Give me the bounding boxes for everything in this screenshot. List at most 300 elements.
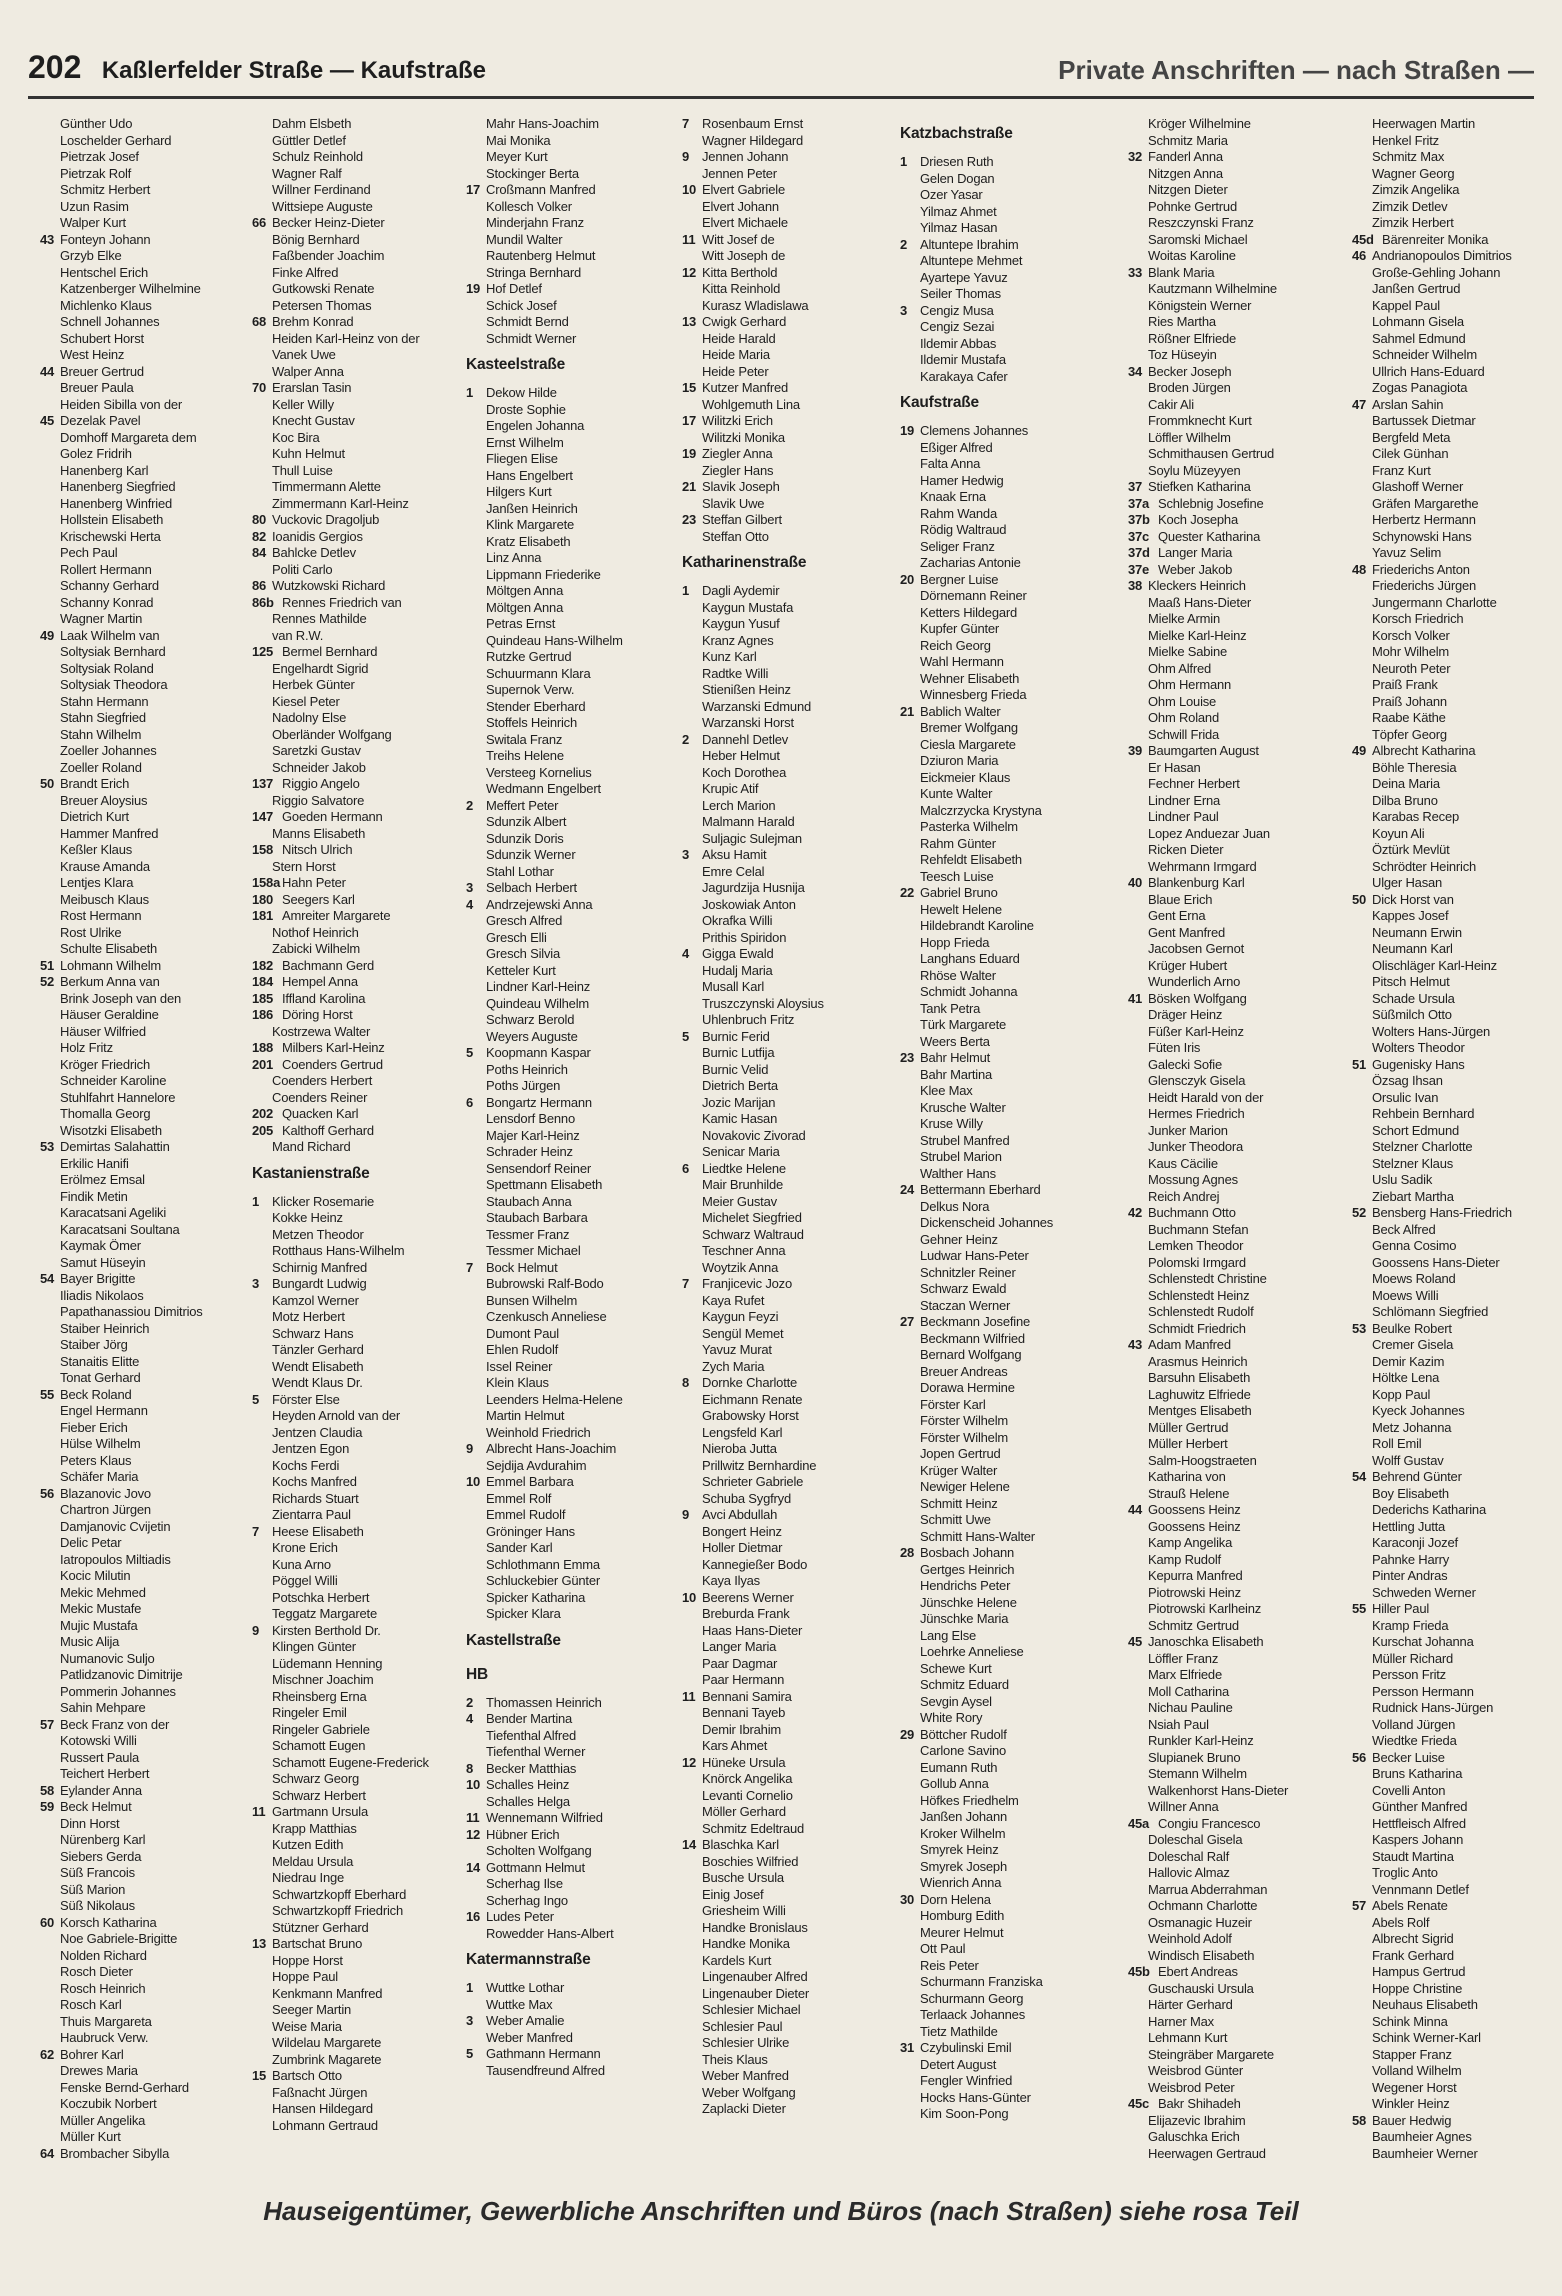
- resident-entry: [900, 1001, 1114, 1018]
- resident-entry: [900, 588, 1114, 605]
- resident-name: Rutzke Gertrud: [486, 649, 572, 664]
- resident-entry: [466, 133, 680, 150]
- resident-name: Gertges Heinrich: [920, 1561, 1015, 1577]
- resident-entry: [1128, 694, 1342, 711]
- resident-entry: [682, 529, 896, 546]
- resident-entry: [900, 1149, 1114, 1166]
- resident-name: Galuschka Erich: [1148, 2129, 1240, 2144]
- resident-entry: [900, 1463, 1114, 1480]
- house-number: 1: [466, 1980, 474, 1995]
- resident-name: Czenkusch Anneliese: [486, 1309, 607, 1324]
- house-number: 37e: [1128, 561, 1150, 577]
- resident-name: Bettermann Eberhard: [920, 1182, 1041, 1197]
- resident-entry: [1352, 1040, 1562, 1057]
- resident-entry: [1352, 1420, 1562, 1437]
- resident-entry: [40, 1337, 254, 1354]
- resident-name: Warzanski Horst: [702, 715, 794, 730]
- resident-entry: [1128, 958, 1342, 975]
- resident-entry: [252, 166, 466, 183]
- resident-name: Hamer Hedwig: [920, 472, 1004, 488]
- resident-entry: [40, 1403, 254, 1420]
- resident-name: Blank Maria: [1148, 264, 1215, 280]
- resident-entry: [1352, 512, 1562, 529]
- resident-entry: [1352, 710, 1562, 727]
- house-number: 50: [40, 776, 55, 791]
- resident-entry: [682, 682, 896, 699]
- resident-entry: [1352, 1700, 1562, 1717]
- resident-name: Ohm Alfred: [1148, 660, 1212, 676]
- resident-name: Dick Horst van: [1372, 891, 1454, 907]
- resident-entry: [1128, 1964, 1342, 1981]
- resident-name: Delkus Nora: [920, 1198, 990, 1214]
- resident-name: Lemken Theodor: [1148, 1238, 1244, 1253]
- resident-name: Papathanassiou Dimitrios: [60, 1304, 203, 1319]
- resident-name: Griesheim Willi: [702, 1903, 786, 1918]
- house-number: 23: [900, 1050, 915, 1065]
- resident-name: Füßer Karl-Heinz: [1148, 1023, 1244, 1039]
- resident-entry: [1128, 1684, 1342, 1701]
- resident-entry: [466, 649, 680, 666]
- resident-entry: [1352, 1007, 1562, 1024]
- resident-entry: [1352, 1535, 1562, 1552]
- resident-name: Klein Klaus: [486, 1375, 549, 1390]
- resident-entry: [1128, 1469, 1342, 1486]
- resident-entry: [466, 281, 680, 298]
- resident-name: Schmitz Herbert: [60, 182, 151, 197]
- street-heading: Katzbachstraße: [900, 125, 1013, 142]
- resident-entry: [252, 496, 466, 513]
- resident-name: Schneider Karoline: [60, 1073, 167, 1088]
- resident-entry: [1352, 1189, 1562, 1206]
- resident-entry: [682, 1491, 896, 1508]
- resident-name: Schanny Konrad: [60, 594, 154, 610]
- resident-entry: [40, 1469, 254, 1486]
- resident-entry: [466, 1876, 680, 1893]
- house-number: 1: [682, 583, 690, 598]
- resident-name: Langer Maria: [702, 1639, 777, 1654]
- resident-name: Zoeller Johannes: [60, 743, 157, 758]
- resident-name: Sejdija Avdurahim: [486, 1457, 587, 1473]
- house-number: 37: [1128, 479, 1143, 494]
- resident-entry: [682, 1540, 896, 1557]
- resident-name: Stahn Hermann: [60, 693, 149, 709]
- resident-entry: [252, 908, 466, 925]
- resident-entry: [252, 1359, 466, 1376]
- house-number: 19: [682, 446, 697, 461]
- resident-entry: [1128, 1387, 1342, 1404]
- resident-entry: [252, 1507, 466, 1524]
- resident-name: Weinhold Friedrich: [486, 1424, 591, 1440]
- resident-name: Glensczyk Gisela: [1148, 1073, 1246, 1088]
- resident-entry: [466, 1359, 680, 1376]
- resident-name: Junker Marion: [1148, 1122, 1228, 1138]
- resident-name: Lingenauber Dieter: [702, 1985, 809, 2001]
- resident-name: Töpfer Georg: [1372, 726, 1447, 742]
- resident-name: Stemann Wilhelm: [1148, 1766, 1247, 1781]
- resident-entry: [252, 760, 466, 777]
- resident-entry: [682, 616, 896, 633]
- resident-entry: [1352, 793, 1562, 810]
- resident-name: Pommerin Johannes: [60, 1683, 176, 1699]
- resident-entry: [1352, 1271, 1562, 1288]
- resident-name: Hettfleisch Alfred: [1372, 1815, 1466, 1831]
- resident-name: Kitta Berthold: [702, 264, 778, 280]
- resident-name: Gräfen Margarethe: [1372, 495, 1479, 511]
- resident-entry: [40, 1057, 254, 1074]
- resident-name: Eßiger Alfred: [920, 439, 993, 455]
- resident-name: Ketteler Kurt: [486, 962, 556, 978]
- resident-entry: [40, 2080, 254, 2097]
- resident-name: Uhlenbruch Fritz: [702, 1012, 795, 1027]
- resident-name: Wutzkowski Richard: [272, 578, 386, 593]
- resident-name: Frank Gerhard: [1372, 1947, 1454, 1963]
- resident-name: Rahm Wanda: [920, 505, 997, 521]
- resident-entry: [252, 743, 466, 760]
- resident-name: Emmel Rudolf: [486, 1507, 566, 1522]
- resident-name: Volland Jürgen: [1372, 1716, 1456, 1732]
- resident-entry: [1128, 512, 1342, 529]
- resident-name: Erkilic Hanifi: [60, 1155, 129, 1171]
- house-number: 6: [466, 1094, 474, 1110]
- resident-entry: [1352, 1651, 1562, 1668]
- resident-entry: [682, 748, 896, 765]
- resident-name: Mentges Elisabeth: [1148, 1403, 1252, 1418]
- resident-entry: [1128, 298, 1342, 315]
- resident-name: Kaya Rufet: [702, 1292, 765, 1308]
- resident-name: Coenders Gertrud: [282, 1056, 383, 1072]
- resident-entry: [1128, 331, 1342, 348]
- resident-entry: [466, 715, 680, 732]
- house-number: 11: [682, 231, 696, 247]
- resident-entry: [1352, 545, 1562, 562]
- house-number: 12: [466, 1826, 481, 1842]
- directory-column-5: [900, 116, 1114, 2176]
- house-number: 37c: [1128, 528, 1150, 544]
- resident-name: Bergfeld Meta: [1372, 429, 1451, 445]
- resident-entry: [1352, 727, 1562, 744]
- resident-entry: [466, 963, 680, 980]
- resident-entry: [252, 1073, 466, 1090]
- resident-name: Quindeau Hans-Wilhelm: [486, 632, 623, 648]
- resident-entry: [252, 1771, 466, 1788]
- resident-entry: [1128, 1882, 1342, 1899]
- resident-name: Hilgers Kurt: [486, 484, 552, 499]
- resident-entry: [682, 814, 896, 831]
- resident-entry: [252, 545, 466, 562]
- resident-name: Raabe Käthe: [1372, 710, 1446, 725]
- resident-entry: [900, 154, 1114, 171]
- resident-entry: [466, 996, 680, 1013]
- resident-entry: [466, 1728, 680, 1745]
- resident-entry: [466, 215, 680, 232]
- resident-entry: [900, 1380, 1114, 1397]
- resident-name: Tiefenthal Alfred: [486, 1727, 577, 1743]
- resident-name: Kröger Friedrich: [60, 1056, 150, 1072]
- resident-name: Nothof Heinrich: [272, 924, 359, 940]
- resident-name: Dahm Elsbeth: [272, 116, 352, 131]
- resident-name: Hettling Jutta: [1372, 1518, 1446, 1534]
- resident-name: Eickmeier Klaus: [920, 769, 1011, 785]
- resident-entry: [900, 1182, 1114, 1199]
- resident-name: Brandt Erich: [60, 776, 130, 791]
- resident-name: Vuckovic Dragoljub: [272, 512, 380, 527]
- resident-entry: [40, 1205, 254, 1222]
- resident-name: Tank Petra: [920, 1000, 981, 1016]
- resident-entry: [1128, 578, 1342, 595]
- resident-name: Günther Udo: [60, 116, 133, 131]
- resident-entry: [252, 1227, 466, 1244]
- resident-entry: [40, 2113, 254, 2130]
- resident-name: Witt Josef de: [702, 231, 775, 247]
- house-number: 45a: [1128, 1815, 1150, 1831]
- resident-name: Elvert Johann: [702, 198, 779, 214]
- resident-entry: [252, 842, 466, 859]
- resident-entry: [682, 1722, 896, 1739]
- resident-name: Müller Kurt: [60, 2129, 121, 2144]
- resident-entry: [40, 281, 254, 298]
- resident-name: Heese Elisabeth: [272, 1523, 364, 1539]
- house-number: 82: [252, 528, 267, 544]
- resident-name: Patlidzanovic Dimitrije: [60, 1667, 183, 1682]
- resident-entry: [40, 1519, 254, 1536]
- resident-name: Sahmel Edmund: [1372, 330, 1466, 346]
- resident-name: Krusche Walter: [920, 1099, 1006, 1115]
- resident-entry: [466, 798, 680, 815]
- resident-entry: [252, 776, 466, 793]
- resident-entry: [1352, 2096, 1562, 2113]
- house-number: 5: [252, 1391, 260, 1407]
- resident-name: Hempel Anna: [282, 974, 358, 989]
- resident-entry: [466, 468, 680, 485]
- resident-entry: [40, 1700, 254, 1717]
- resident-name: Thull Luise: [272, 462, 333, 478]
- resident-entry: [252, 1540, 466, 1557]
- resident-entry: [1352, 628, 1562, 645]
- resident-entry: [252, 1755, 466, 1772]
- resident-entry: [1128, 1931, 1342, 1948]
- resident-entry: [252, 1139, 466, 1156]
- resident-name: Beulke Robert: [1372, 1320, 1452, 1336]
- resident-name: Riggio Angelo: [282, 776, 360, 791]
- resident-name: Bensberg Hans-Friedrich: [1372, 1205, 1512, 1220]
- resident-entry: [40, 1882, 254, 1899]
- resident-name: Schwarz Berold: [486, 1012, 575, 1027]
- resident-name: Hudalj Maria: [702, 962, 773, 978]
- house-number: 5: [682, 1028, 690, 1044]
- resident-name: Walther Hans: [920, 1165, 996, 1181]
- resident-name: Kochs Ferdi: [272, 1457, 340, 1473]
- resident-name: Carlone Savino: [920, 1743, 1007, 1758]
- resident-name: Ioanidis Gergios: [272, 528, 363, 544]
- resident-name: White Rory: [920, 1710, 983, 1725]
- resident-entry: [682, 2019, 896, 2036]
- resident-entry: [1128, 1535, 1342, 1552]
- house-number: 10: [682, 1589, 697, 1605]
- resident-name: Hahn Peter: [282, 875, 346, 890]
- resident-entry: [40, 661, 254, 678]
- resident-name: Ernst Wilhelm: [486, 434, 564, 450]
- house-number: 50: [1352, 891, 1367, 907]
- resident-name: Arasmus Heinrich: [1148, 1353, 1248, 1369]
- resident-entry: [1128, 1007, 1342, 1024]
- resident-entry: [682, 1260, 896, 1277]
- resident-entry: [40, 1849, 254, 1866]
- resident-entry: [40, 1189, 254, 1206]
- resident-entry: [1128, 413, 1342, 430]
- resident-entry: [252, 116, 466, 133]
- resident-entry: [40, 1783, 254, 1800]
- resident-name: Ciesla Margarete: [920, 736, 1016, 752]
- resident-name: Bachmann Gerd: [282, 957, 375, 973]
- resident-name: Staudt Martina: [1372, 1848, 1454, 1864]
- resident-name: Paar Dagmar: [702, 1655, 778, 1671]
- resident-entry: [900, 1694, 1114, 1711]
- resident-entry: [40, 958, 254, 975]
- resident-name: Süß Marion: [60, 1881, 126, 1897]
- resident-name: Leenders Helma-Helene: [486, 1391, 623, 1407]
- house-number: 24: [900, 1182, 915, 1197]
- resident-entry: [900, 319, 1114, 336]
- resident-entry: [466, 1062, 680, 1079]
- resident-entry: [682, 1590, 896, 1607]
- resident-entry: [1352, 116, 1562, 133]
- resident-name: Schmitz Eduard: [920, 1677, 1009, 1692]
- resident-entry: [252, 677, 466, 694]
- resident-name: Langer Maria: [1158, 545, 1233, 560]
- resident-name: Potschka Herbert: [272, 1589, 370, 1605]
- resident-name: Bösken Wolfgang: [1148, 990, 1247, 1006]
- resident-entry: [252, 512, 466, 529]
- resident-name: Okrafka Willi: [702, 913, 773, 928]
- resident-name: Cremer Gisela: [1372, 1337, 1454, 1352]
- resident-name: Erarslan Tasin: [272, 380, 352, 395]
- resident-entry: [252, 2085, 466, 2102]
- resident-entry: [40, 529, 254, 546]
- resident-entry: [1128, 199, 1342, 216]
- resident-entry: [900, 605, 1114, 622]
- resident-entry: [252, 1969, 466, 1986]
- resident-entry: [40, 1502, 254, 1519]
- resident-name: Mair Brunhilde: [702, 1177, 784, 1192]
- resident-entry: [252, 1293, 466, 1310]
- resident-entry: [1128, 760, 1342, 777]
- resident-entry: [900, 369, 1114, 386]
- resident-name: Slavik Uwe: [702, 495, 765, 511]
- resident-name: Schmidt Johanna: [920, 984, 1018, 999]
- resident-entry: [40, 232, 254, 249]
- resident-entry: [900, 1925, 1114, 1942]
- resident-name: Lopez Anduezar Juan: [1148, 825, 1270, 841]
- resident-name: Weers Berta: [920, 1033, 990, 1049]
- resident-entry: [682, 1705, 896, 1722]
- resident-entry: [682, 1821, 896, 1838]
- resident-entry: [252, 281, 466, 298]
- resident-entry: [466, 2046, 680, 2063]
- resident-entry: [682, 314, 896, 331]
- resident-name: Heiden Karl-Heinz von der: [272, 330, 420, 346]
- resident-name: Ozer Yasar: [920, 187, 983, 202]
- house-number: 21: [682, 479, 697, 494]
- resident-name: Pitsch Helmut: [1372, 974, 1450, 989]
- resident-entry: [682, 430, 896, 447]
- resident-entry: [40, 2129, 254, 2146]
- resident-name: Croßmann Manfred: [486, 182, 596, 197]
- resident-entry: [40, 1832, 254, 1849]
- resident-name: Heiden Sibilla von der: [60, 396, 183, 412]
- resident-name: Heide Maria: [702, 347, 770, 362]
- resident-entry: [40, 166, 254, 183]
- resident-name: Kamzol Werner: [272, 1292, 359, 1308]
- resident-entry: [40, 1255, 254, 1272]
- resident-entry: [1128, 2063, 1342, 2080]
- resident-entry: [466, 1293, 680, 1310]
- resident-name: Tiefenthal Werner: [486, 1744, 586, 1759]
- resident-name: Hübner Erich: [486, 1826, 560, 1842]
- resident-name: Jopen Gertrud: [920, 1446, 1001, 1461]
- resident-name: Zych Maria: [702, 1358, 765, 1374]
- resident-entry: [682, 1342, 896, 1359]
- resident-entry: [466, 1590, 680, 1607]
- resident-entry: [252, 1986, 466, 2003]
- resident-name: Kleckers Heinrich: [1148, 578, 1246, 593]
- house-number: 3: [466, 2013, 474, 2028]
- directory-column-7: [1352, 116, 1562, 2176]
- resident-entry: [466, 435, 680, 452]
- resident-entry: [1128, 875, 1342, 892]
- resident-name: Supernok Verw.: [486, 682, 575, 697]
- resident-entry: [682, 1095, 896, 1112]
- resident-entry: [1352, 1865, 1562, 1882]
- resident-name: Jentzen Egon: [272, 1441, 350, 1456]
- resident-entry: [466, 1474, 680, 1491]
- resident-name: Schnell Johannes: [60, 314, 160, 329]
- resident-entry: [682, 1920, 896, 1937]
- resident-name: Beck Roland: [60, 1386, 132, 1402]
- resident-name: Brombacher Sibylla: [60, 2145, 170, 2161]
- resident-name: Doleschal Gisela: [1148, 1832, 1243, 1847]
- house-number: 16: [466, 1909, 481, 1924]
- directory-column-3: [466, 116, 680, 2176]
- resident-entry: [1352, 826, 1562, 843]
- resident-name: Katharina von: [1148, 1469, 1226, 1484]
- resident-entry: [1352, 595, 1562, 612]
- resident-entry: [1128, 347, 1342, 364]
- resident-name: Maaß Hans-Dieter: [1148, 594, 1251, 610]
- resident-entry: [252, 314, 466, 331]
- resident-entry: [1128, 1057, 1342, 1074]
- resident-name: Stockinger Berta: [486, 165, 579, 181]
- resident-name: Kunz Karl: [702, 649, 757, 664]
- resident-name: Broden Jürgen: [1148, 380, 1231, 395]
- resident-name: Lohmann Gisela: [1372, 314, 1464, 329]
- resident-name: Lensdorf Benno: [486, 1111, 575, 1126]
- resident-name: Weber Manfred: [486, 2029, 573, 2045]
- resident-name: Mohr Wilhelm: [1372, 644, 1450, 659]
- resident-name: Adam Manfred: [1148, 1337, 1231, 1352]
- resident-entry: [252, 529, 466, 546]
- resident-entry: [252, 2035, 466, 2052]
- resident-name: Stahn Siegfried: [60, 710, 146, 725]
- resident-entry: [900, 1644, 1114, 1661]
- resident-name: Zimmermann Karl-Heinz: [272, 495, 409, 511]
- resident-name: Schirnig Manfred: [272, 1259, 368, 1275]
- resident-name: Kochs Manfred: [272, 1474, 357, 1489]
- resident-name: Hanenberg Siegfried: [60, 479, 176, 494]
- resident-entry: [1352, 1552, 1562, 1569]
- resident-name: Andrianopoulos Dimitrios: [1372, 248, 1512, 263]
- resident-name: Burnic Ferid: [702, 1028, 770, 1044]
- house-number: 56: [40, 1485, 55, 1501]
